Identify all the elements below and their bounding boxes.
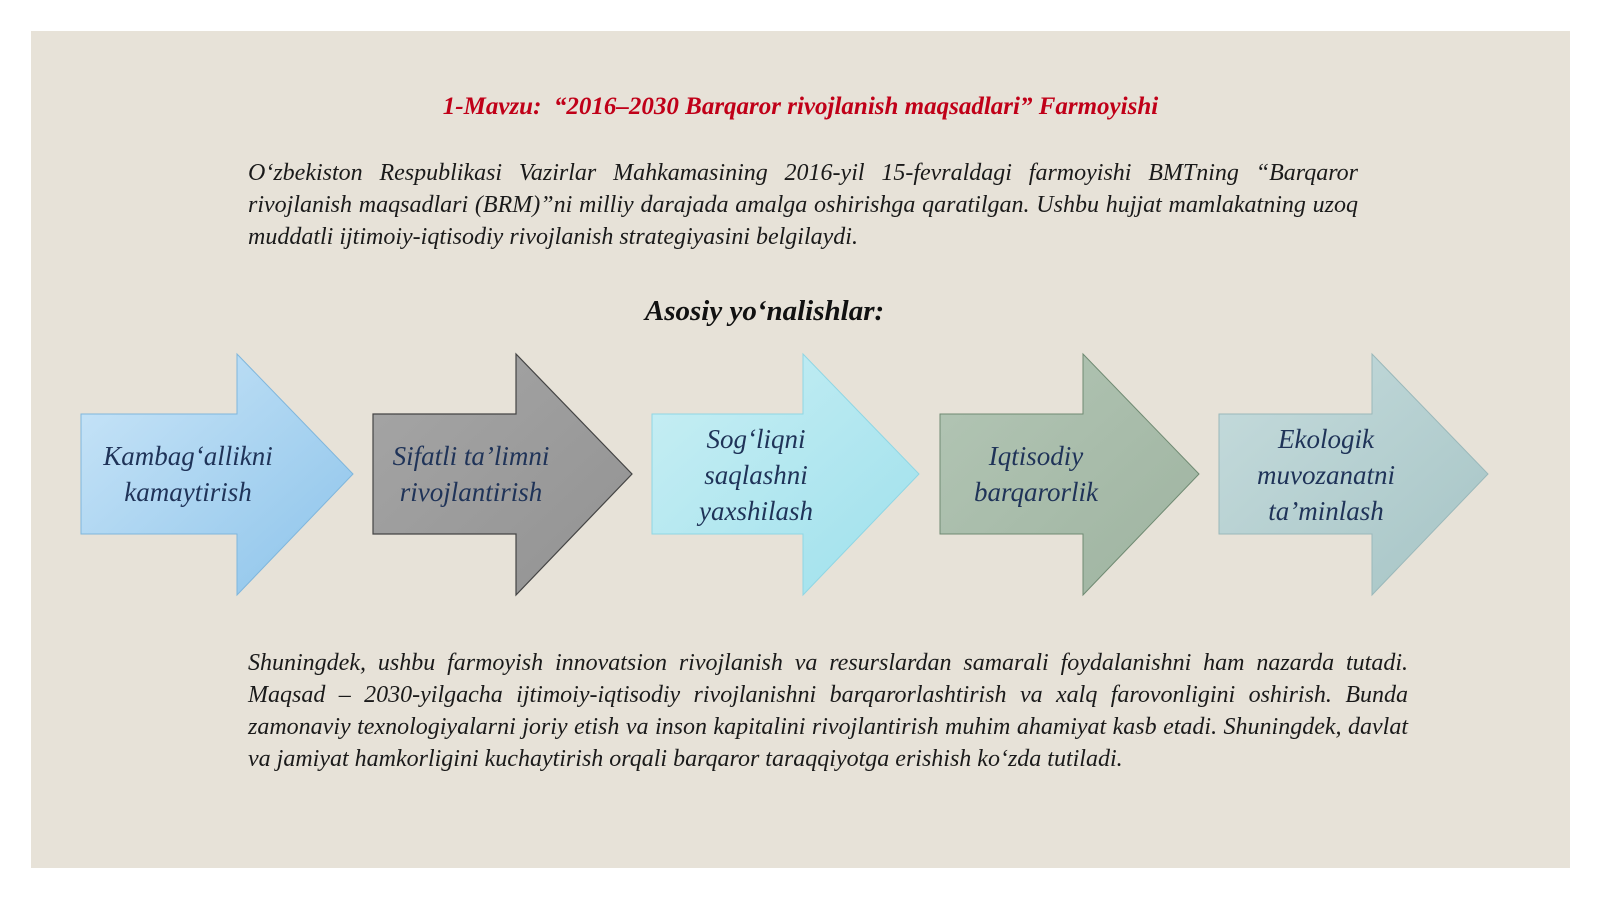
conclusion-paragraph: Shuningdek, ushbu farmoyish innovatsion rivojlanish va resurslardan samarali foydalanishni ham nazarda tutadi. Maqsad – 2030-yilgacha ijtimoiy-iqtisodiy rivojlanishni barqarorlashtirish va xalq farovonligini oshirish. Bunda zamonaviy texnologiyalarni joriy etish va inson kapitalini rivojlantirish muhim ahamiyat kasb etadi. Shuningdek, davlat va jamiyat hamkorligini kuchaytirish orqali barqaror taraqqiyotga erishish ko‘zda tutiladi.: [248, 650, 1408, 772]
arrow-label-health: Sog‘liqni saqlashni yaxshilash: [699, 424, 813, 526]
arrow-label-education: Sifatli ta’limni rivojlantirish: [392, 441, 550, 507]
intro-paragraph: O‘zbekiston Respublikasi Vazirlar Mahkamasining 2016-yil 15-fevraldagi farmoyishi BMTning “Barqaror rivojlanish maqsadlari (BRM)”ni milliy darajada amalga oshirishga qaratilgan. Ushbu hujjat mamlakatning uzoq muddatli ijtimoiy-iqtisodiy rivojlanish strategiyasini belgilaydi.: [248, 160, 1358, 250]
directions-heading: Asosiy yo‘nalishlar:: [644, 295, 885, 327]
slide-title: 1-Mavzu: “2016–2030 Barqaror rivojlanish maqsadlari” Farmoyishi: [442, 93, 1159, 120]
slide: [31, 31, 1570, 868]
arrow-label-economy: Iqtisodiy barqarorlik: [973, 441, 1098, 507]
arrow-label-poverty: Kambag‘allikni kamaytirish: [103, 441, 273, 507]
arrow-label-ecology: Ekologik muvozanatni ta’minlash: [1257, 424, 1395, 526]
